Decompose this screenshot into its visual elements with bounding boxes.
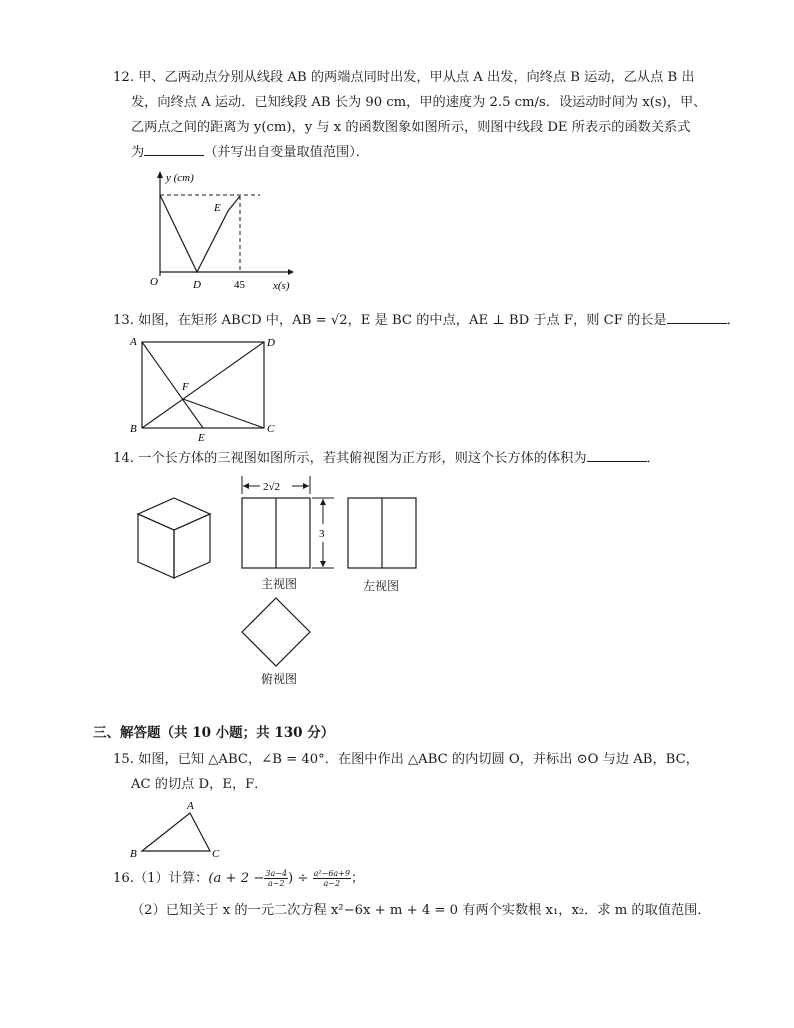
q15-line2: AC 的切点 D，E，F． — [131, 777, 268, 792]
q16-frac2-numerator: a²−6a+9 — [313, 869, 350, 878]
dim-arrow-left-icon — [243, 483, 249, 489]
q16-part1-end: ； — [350, 871, 365, 886]
q16-frac2-denominator: a−2 — [323, 879, 341, 888]
segment-bd — [142, 342, 264, 428]
q16-expr-open: (a + 2 − — [208, 871, 265, 886]
q12-line1: 12. 甲、乙两动点分别从线段 AB 的两端点同时出发，甲从点 A 出发，向终点 B 运动，乙从点 B 出 — [113, 70, 695, 85]
q14-text: 14. 一个长方体的三视图如图所示，若其俯视图为正方形，则这个长方体的体积为 — [113, 451, 587, 466]
dim-arrow-right-icon — [303, 483, 309, 489]
q14-cuboid-figure — [134, 494, 214, 584]
front-view-caption: 主视图 — [261, 577, 298, 591]
label-f: F — [182, 381, 189, 393]
q14-top-view — [240, 596, 312, 668]
top-view-caption: 俯视图 — [261, 672, 298, 686]
triangle-abc — [142, 813, 210, 851]
q12-line3: 乙两点之间的距离为 y(cm)，y 与 x 的函数图象如图所示，则图中线段 DE 所表示的函数关系式 — [131, 120, 691, 135]
label-c: C — [267, 423, 275, 435]
q12-answer-blank[interactable] — [144, 143, 204, 156]
q14-answer-blank[interactable] — [587, 449, 647, 462]
cuboid-left-face — [138, 514, 174, 578]
q15-line1: 15. 如图，已知 △ABC，∠B = 40°．在图中作出 △ABC 的内切圆 O，并标出 ⊙O 与边 AB，BC， — [113, 752, 699, 767]
dim-arrow-down-icon — [320, 561, 326, 567]
q14-front-view — [236, 474, 336, 574]
segment-ae — [142, 342, 203, 428]
q14-question — [113, 449, 660, 469]
graph-line — [160, 195, 240, 272]
dim-width-label: 2√2 — [263, 481, 281, 493]
label-d: D — [267, 337, 275, 349]
origin-label: O — [150, 276, 158, 288]
q14-suffix: ． — [646, 451, 660, 466]
x-axis-label: x(s) — [273, 280, 290, 292]
q13-rectangle-figure — [126, 332, 286, 444]
q12-line4-prefix: 为 — [131, 145, 145, 160]
q16-fraction-2 — [313, 869, 351, 888]
point-d-label: D — [193, 279, 201, 291]
label-e: E — [198, 432, 205, 444]
q12-function-graph — [140, 168, 300, 296]
label-a: A — [130, 336, 137, 348]
label-b: B — [130, 423, 137, 435]
q15-triangle-figure — [126, 797, 236, 863]
q14-left-view — [346, 496, 420, 570]
q13-question — [113, 311, 740, 331]
dim-arrow-up-icon — [320, 499, 326, 505]
q16-fraction-1 — [264, 869, 288, 888]
q13-answer-blank[interactable] — [667, 311, 727, 324]
label-b: B — [130, 848, 137, 860]
q16-expr-close: ) ÷ — [288, 871, 309, 886]
label-c: C — [212, 848, 220, 860]
q16-frac1-numerator: 3a−4 — [265, 869, 288, 878]
q12-line4-suffix: （并写出自变量取值范围）． — [204, 145, 370, 160]
q13-text: 13. 如图，在矩形 ABCD 中，AB = √2，E 是 BC 的中点，AE ⊥ BD 于点 F，则 CF 的长是 — [113, 313, 667, 328]
cuboid-right-face — [174, 514, 210, 578]
q16-part1-prefix: 16.（1）计算： — [113, 871, 209, 886]
point-e-label: E — [214, 202, 221, 214]
q16-frac1-denominator: a−2 — [267, 879, 285, 888]
cuboid-top-face — [138, 498, 210, 530]
label-a: A — [187, 800, 194, 812]
left-view-caption: 左视图 — [363, 579, 400, 593]
segment-cf — [183, 399, 264, 428]
x-axis-arrow-icon — [288, 269, 294, 275]
y-axis-label: y (cm) — [166, 172, 194, 184]
section-3-title: 三、解答题（共 10 小题；共 130 分） — [93, 725, 335, 741]
q12-line2: 发，向终点 A 运动．已知线段 AB 长为 90 cm，甲的速度为 2.5 cm/s．设运动时间为 x(s)，甲、 — [131, 95, 707, 110]
q16-part1 — [113, 869, 364, 893]
tick-45-label: 45 — [234, 279, 245, 291]
top-view-square — [242, 598, 310, 666]
q13-suffix: ． — [726, 313, 740, 328]
dim-height-label: 3 — [319, 528, 325, 540]
q16-part2: （2）已知关于 x 的一元二次方程 x²−6x + m + 4 = 0 有两个实数根 x₁，x₂．求 m 的取值范围． — [131, 903, 711, 918]
y-axis-arrow-icon — [157, 171, 163, 178]
q12-line4 — [131, 143, 369, 163]
